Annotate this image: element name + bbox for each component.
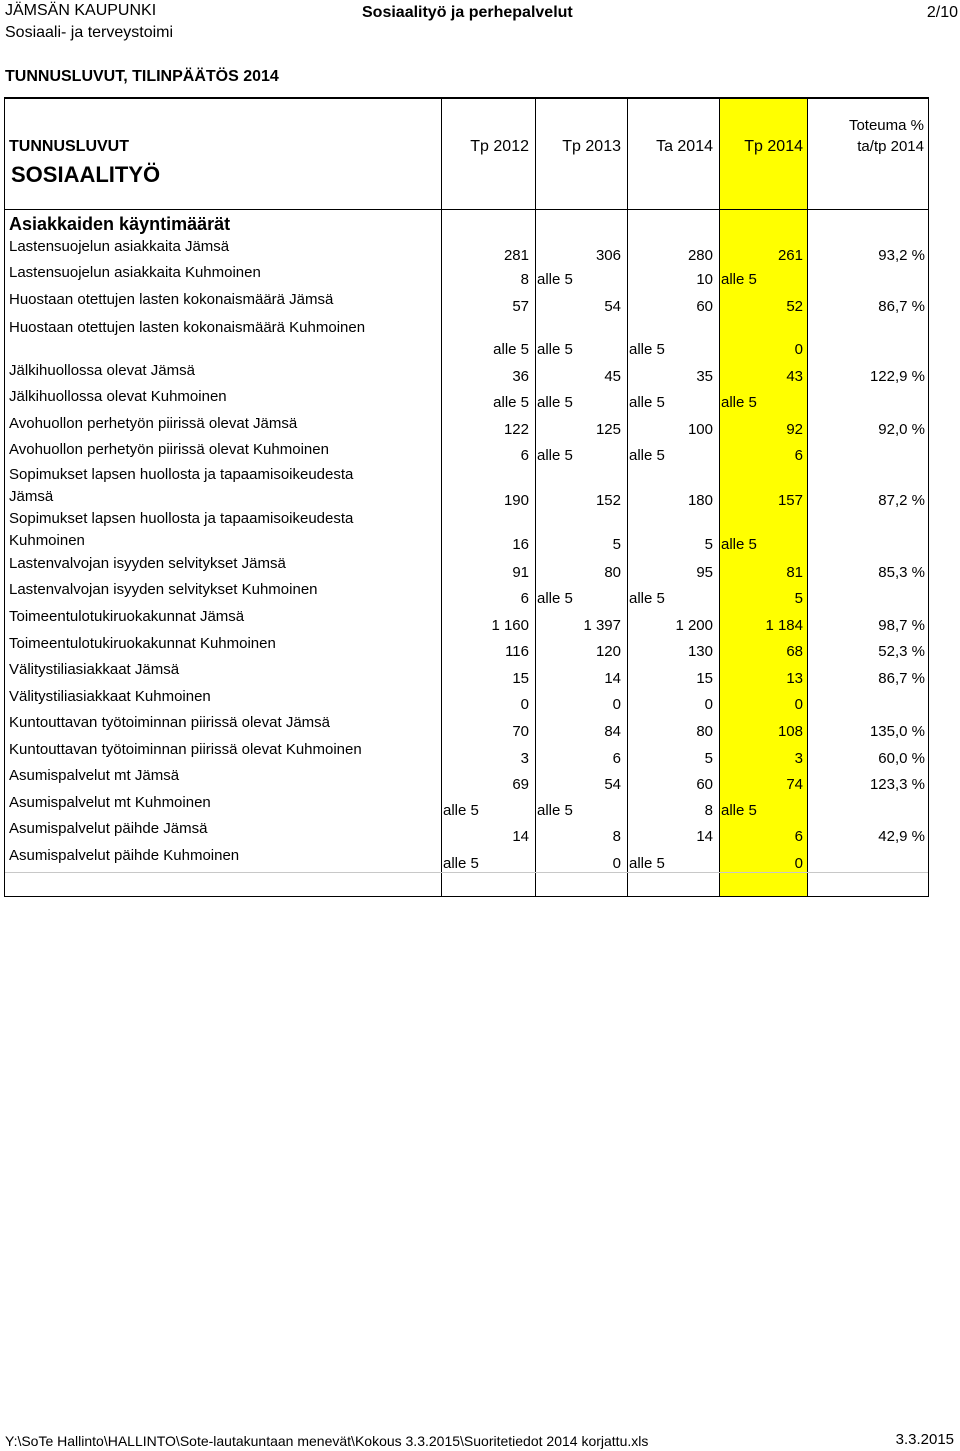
table-cell-c4: 74 bbox=[786, 776, 803, 793]
table-cell-pct: 135,0 % bbox=[869, 723, 925, 740]
table-cell-pct: 122,9 % bbox=[869, 368, 925, 385]
table-cell-c3: 280 bbox=[687, 247, 713, 264]
table-cell-c1: 14 bbox=[512, 828, 529, 845]
row-label-line: Asumispalvelut päihde Kuhmoinen bbox=[9, 847, 240, 864]
table-cell-pct: 86,7 % bbox=[878, 670, 925, 687]
column-header-tp2014: Tp 2014 bbox=[744, 138, 803, 155]
row-label-line: Jämsä bbox=[9, 488, 54, 505]
row-label bbox=[9, 819, 207, 838]
table-cell-c4: 92 bbox=[786, 421, 803, 438]
table-cell-c1: alle 5 bbox=[493, 341, 529, 358]
table-cell-pct: 86,7 % bbox=[878, 298, 925, 315]
table-cell-c1: 15 bbox=[512, 670, 529, 687]
row-label-line: Lastenvalvojan isyyden selvitykset Kuhmoinen bbox=[9, 581, 318, 598]
table-cell-c1: alle 5 bbox=[493, 394, 529, 411]
table-cell-c2: 5 bbox=[612, 536, 621, 553]
table-cell-c4: 6 bbox=[794, 828, 803, 845]
row-label-line: Lastenvalvojan isyyden selvitykset Jämsä bbox=[9, 555, 286, 572]
table-cell-c4: alle 5 bbox=[721, 802, 757, 819]
table-cell-c3: alle 5 bbox=[629, 855, 665, 872]
row-label bbox=[9, 361, 195, 380]
row-label-line: Lastensuojelun asiakkaita Kuhmoinen bbox=[9, 264, 261, 281]
table-cell-c3: alle 5 bbox=[629, 590, 665, 607]
table-cell-c2: 54 bbox=[604, 298, 621, 315]
row-label bbox=[9, 846, 239, 865]
row-label-line: Kuntouttavan työtoiminnan piirissä olevat Kuhmoinen bbox=[9, 741, 362, 758]
table-cell-c4: 157 bbox=[777, 492, 803, 509]
row-label bbox=[9, 607, 244, 626]
org-name: JÄMSÄN KAUPUNKI bbox=[5, 2, 157, 19]
table-cell-c3: 5 bbox=[704, 750, 713, 767]
table-cell-c3: 100 bbox=[687, 421, 713, 438]
row-label-line: Sopimukset lapsen huollosta ja tapaamisoikeudesta bbox=[9, 510, 354, 527]
row-label-line: Asumispalvelut mt Kuhmoinen bbox=[9, 794, 211, 811]
table-cell-c1: 16 bbox=[512, 536, 529, 553]
table-cell-c2: 152 bbox=[595, 492, 621, 509]
table-cell-pct: 123,3 % bbox=[869, 776, 925, 793]
column-header-tp2013: Tp 2013 bbox=[562, 138, 621, 155]
department-name: Sosiaali- ja terveystoimi bbox=[5, 24, 174, 41]
indicator-table bbox=[4, 97, 929, 897]
table-cell-c2: 45 bbox=[604, 368, 621, 385]
table-cell-c4: 81 bbox=[786, 564, 803, 581]
table-cell-c4: 5 bbox=[794, 590, 803, 607]
table-cell-c4: 0 bbox=[794, 696, 803, 713]
row-label-line: Lastensuojelun asiakkaita Jämsä bbox=[9, 238, 230, 255]
table-cell-c3: 8 bbox=[704, 802, 713, 819]
group-title: Asiakkaiden käyntimäärät bbox=[9, 214, 231, 234]
row-label bbox=[9, 509, 353, 550]
table-cell-c2: 0 bbox=[612, 855, 621, 872]
row-label-line: Huostaan otettujen lasten kokonaismäärä Jämsä bbox=[9, 291, 334, 308]
row-label bbox=[9, 263, 261, 282]
table-cell-c3: 0 bbox=[704, 696, 713, 713]
table-cell-c1: 91 bbox=[512, 564, 529, 581]
report-title: Sosiaalityö ja perhepalvelut bbox=[362, 4, 573, 21]
table-cell-c3: 14 bbox=[696, 828, 713, 845]
row-label-line: Kuntouttavan työtoiminnan piirissä olevat Jämsä bbox=[9, 714, 331, 731]
table-cell-c1: alle 5 bbox=[443, 802, 479, 819]
table-cell-c2: alle 5 bbox=[537, 341, 573, 358]
table-cell-c4: 6 bbox=[794, 447, 803, 464]
row-label bbox=[9, 237, 229, 256]
table-cell-pct: 60,0 % bbox=[878, 750, 925, 767]
table-cell-c1: 57 bbox=[512, 298, 529, 315]
table-cell-c3: 5 bbox=[704, 536, 713, 553]
document-title: TUNNUSLUVUT, TILINPÄÄTÖS 2014 bbox=[5, 68, 279, 85]
table-cell-c1: 116 bbox=[505, 643, 529, 660]
row-label-line: Asumispalvelut mt Jämsä bbox=[9, 767, 180, 784]
row-label-line: Asumispalvelut päihde Jämsä bbox=[9, 820, 208, 837]
row-label bbox=[9, 290, 333, 309]
table-cell-c3: alle 5 bbox=[629, 394, 665, 411]
footer-file-path: Y:\SoTe Hallinto\HALLINTO\Sote-lautakuntaan menevät\Kokous 3.3.2015\Suoritetiedot 2014 korjattu.xls bbox=[5, 1433, 649, 1449]
table-cell-c4: alle 5 bbox=[721, 394, 757, 411]
table-cell-c3: 130 bbox=[687, 643, 713, 660]
table-cell-c3: 15 bbox=[696, 670, 713, 687]
table-cell-c4: 68 bbox=[786, 643, 803, 660]
table-cell-c1: 122 bbox=[503, 421, 529, 438]
row-label-line: Välitystiliasiakkaat Jämsä bbox=[9, 661, 180, 678]
table-cell-c3: alle 5 bbox=[629, 341, 665, 358]
table-cell-c1: 281 bbox=[503, 247, 529, 264]
table-cell-c2: 80 bbox=[604, 564, 621, 581]
table-cell-c1: 1 160 bbox=[491, 617, 529, 634]
table-cell-c1: 0 bbox=[520, 696, 529, 713]
page-number: 2/10 bbox=[926, 4, 958, 21]
row-label-line: Toimeentulotukiruokakunnat Jämsä bbox=[9, 608, 245, 625]
table-cell-c4: 261 bbox=[777, 247, 803, 264]
table-cell-c1: 6 bbox=[520, 590, 529, 607]
row-label bbox=[9, 414, 297, 433]
table-cell-pct: 52,3 % bbox=[878, 643, 925, 660]
table-cell-c4: 1 184 bbox=[765, 617, 803, 634]
table-cell-c3: alle 5 bbox=[629, 447, 665, 464]
section-title: SOSIAALITYÖ bbox=[11, 162, 161, 187]
row-label-line: Jälkihuollossa olevat Kuhmoinen bbox=[9, 388, 227, 405]
header-divider bbox=[5, 209, 928, 210]
table-cell-c2: 120 bbox=[595, 643, 621, 660]
table-cell-c1: 70 bbox=[512, 723, 529, 740]
footer-date: 3.3.2015 bbox=[895, 1431, 954, 1448]
table-cell-c1: 8 bbox=[520, 271, 529, 288]
table-cell-c4: 52 bbox=[786, 298, 803, 315]
table-cell-c1: 3 bbox=[520, 750, 529, 767]
toteuma-subheader: ta/tp 2014 bbox=[857, 138, 924, 155]
table-cell-c2: 0 bbox=[612, 696, 621, 713]
table-cell-c1: 6 bbox=[520, 447, 529, 464]
table-cell-c1: 190 bbox=[503, 492, 529, 509]
row-label bbox=[9, 713, 330, 732]
row-label-line: Huostaan otettujen lasten kokonaismäärä Kuhmoinen bbox=[9, 319, 366, 336]
table-cell-pct: 92,0 % bbox=[878, 421, 925, 438]
label-column-header: TUNNUSLUVUT bbox=[9, 138, 129, 155]
table-cell-c3: 60 bbox=[696, 298, 713, 315]
table-cell-c2: alle 5 bbox=[537, 590, 573, 607]
table-cell-c4: 3 bbox=[794, 750, 803, 767]
row-label bbox=[9, 554, 286, 573]
row-label-line: Sopimukset lapsen huollosta ja tapaamisoikeudesta bbox=[9, 466, 354, 483]
column-header-tp2012: Tp 2012 bbox=[470, 138, 529, 155]
row-label-line: Kuhmoinen bbox=[9, 532, 85, 549]
row-label bbox=[9, 634, 276, 653]
row-label bbox=[9, 465, 353, 506]
table-cell-pct: 87,2 % bbox=[878, 492, 925, 509]
table-cell-c2: 14 bbox=[604, 670, 621, 687]
row-label-line: Avohuollon perhetyön piirissä olevat Jämsä bbox=[9, 415, 298, 432]
table-cell-c4: 0 bbox=[794, 341, 803, 358]
row-label-line: Välitystiliasiakkaat Kuhmoinen bbox=[9, 688, 211, 705]
table-cell-c2: 125 bbox=[595, 421, 621, 438]
table-cell-c2: 84 bbox=[604, 723, 621, 740]
row-label bbox=[9, 318, 365, 337]
row-label bbox=[9, 580, 318, 599]
table-cell-pct: 42,9 % bbox=[878, 828, 925, 845]
row-label-line: Jälkihuollossa olevat Jämsä bbox=[9, 362, 195, 379]
row-label bbox=[9, 440, 329, 459]
column-header-ta2014: Ta 2014 bbox=[656, 138, 713, 155]
toteuma-header: Toteuma % bbox=[848, 117, 924, 134]
table-cell-c2: 1 397 bbox=[583, 617, 621, 634]
table-cell-c3: 95 bbox=[696, 564, 713, 581]
table-cell-c3: 180 bbox=[687, 492, 713, 509]
table-cell-c4: 0 bbox=[794, 855, 803, 872]
table-cell-c3: 60 bbox=[696, 776, 713, 793]
table-cell-c2: alle 5 bbox=[537, 447, 573, 464]
table-cell-c4: alle 5 bbox=[721, 536, 757, 553]
table-cell-c4: 13 bbox=[786, 670, 803, 687]
table-cell-pct: 93,2 % bbox=[878, 247, 925, 264]
table-cell-pct: 85,3 % bbox=[878, 564, 925, 581]
table-cell-pct: 98,7 % bbox=[878, 617, 925, 634]
table-cell-c3: 10 bbox=[696, 271, 713, 288]
table-cell-c4: 43 bbox=[786, 368, 803, 385]
table-cell-c2: alle 5 bbox=[537, 802, 573, 819]
row-label bbox=[9, 387, 227, 406]
table-cell-c2: alle 5 bbox=[537, 394, 573, 411]
table-cell-c3: 80 bbox=[696, 723, 713, 740]
row-label-line: Toimeentulotukiruokakunnat Kuhmoinen bbox=[9, 635, 276, 652]
table-cell-c1: 69 bbox=[512, 776, 529, 793]
table-cell-c2: 54 bbox=[604, 776, 621, 793]
table-cell-c1: 36 bbox=[512, 368, 529, 385]
table-cell-c2: alle 5 bbox=[537, 271, 573, 288]
row-label-line: Avohuollon perhetyön piirissä olevat Kuhmoinen bbox=[9, 441, 329, 458]
table-cell-c2: 6 bbox=[612, 750, 621, 767]
table-cell-c4: 108 bbox=[777, 723, 803, 740]
table-cell-c4: alle 5 bbox=[721, 271, 757, 288]
table-cell-c2: 306 bbox=[595, 247, 621, 264]
table-cell-c2: 8 bbox=[612, 828, 621, 845]
row-label bbox=[9, 793, 211, 812]
row-label bbox=[9, 687, 211, 706]
table-cell-c3: 35 bbox=[696, 368, 713, 385]
table-cell-c3: 1 200 bbox=[675, 617, 713, 634]
row-label bbox=[9, 766, 179, 785]
row-label bbox=[9, 740, 362, 759]
row-label bbox=[9, 660, 179, 679]
table-cell-c1: alle 5 bbox=[443, 855, 479, 872]
